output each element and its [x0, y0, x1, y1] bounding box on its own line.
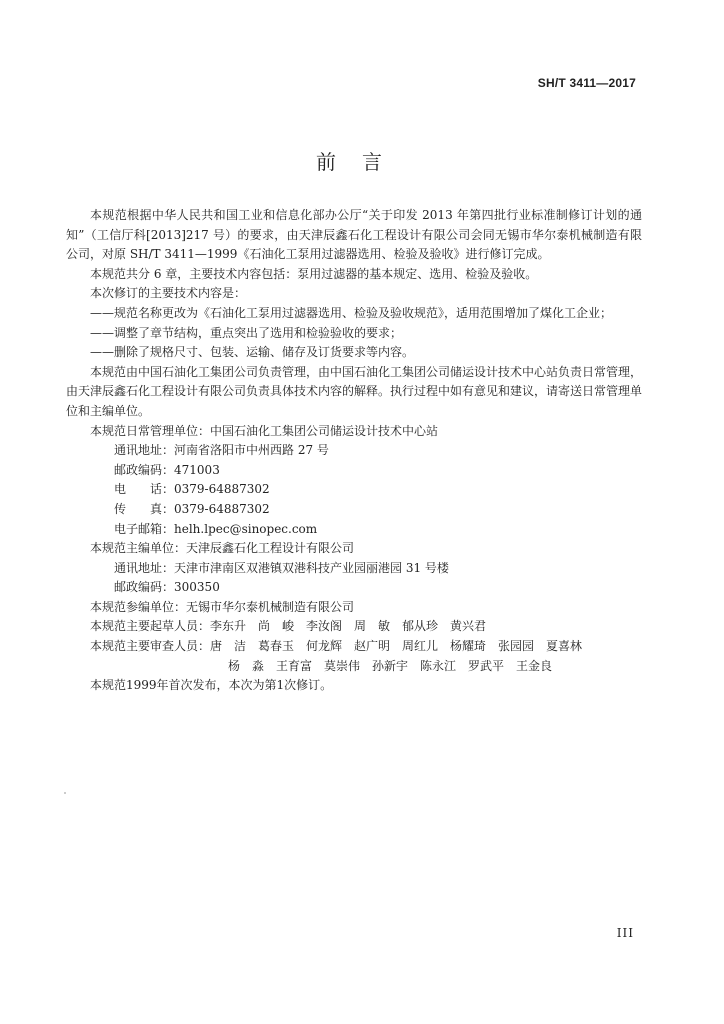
chief-editor-value: 天津辰鑫石化工程设计有限公司 — [186, 541, 355, 556]
management-address-value: 河南省洛阳市中州西路 27 号 — [174, 443, 329, 458]
reviewer-name: 王金良 — [516, 658, 553, 673]
management-postcode-line — [66, 461, 642, 481]
preface-body — [66, 206, 642, 696]
reviewer-name: 孙新宇 — [372, 658, 409, 673]
page-title: 前言 — [316, 150, 408, 174]
participant-value: 无锡市华尔泰机械制造有限公司 — [186, 599, 355, 614]
paragraph-chapters: 本规范共分 6 章，主要技术内容包括：泵用过滤器的基本规定、选用、检验及验收。 — [90, 266, 538, 281]
management-address-label: 通讯地址： — [114, 443, 175, 458]
drafter-name: 黄兴君 — [450, 619, 487, 634]
chief-editor-line — [66, 539, 642, 559]
reviewer-name: 杨耀琦 — [450, 639, 487, 654]
release-note: 本规范1999年首次发布，本次为第1次修订。 — [90, 678, 333, 693]
list-item-change-3: ——删除了规格尺寸、包装、运输、储存及订货要求等内容。 — [90, 345, 415, 360]
reviewer-name: 赵广明 — [354, 639, 391, 654]
management-address-line — [66, 441, 642, 461]
management-unit-value: 中国石油化工集团公司储运设计技术中心站 — [210, 423, 439, 438]
paragraph-revision-basis: 本规范根据中华人民共和国工业和信息化部办公厅“关于印发 2013 年第四批行业标准制修订计划的通知”（工信厅科[2013]217 号）的要求，由天津辰鑫石化工程设计有限公司会同无锡市华尔泰机械制造有限公司，对原 SH/T 3411—1999《石油化工泵用过滤器选用、检验及验收》进行修订完成。 — [66, 208, 642, 262]
page-number: III — [616, 926, 634, 940]
chief-editor-postcode-line — [66, 578, 642, 598]
management-phone-label: 电 话： — [114, 482, 175, 497]
management-unit-line — [66, 422, 642, 442]
reviewers-label: 本规范主要审查人员： — [90, 639, 211, 654]
reviewer-name: 周红儿 — [402, 639, 439, 654]
drafter-name: 李汝阁 — [306, 619, 343, 634]
scan-speck — [64, 792, 66, 794]
list-item-change-1: ——规范名称更改为《石油化工泵用过滤器选用、检验及验收规范》，适用范围增加了煤化工企业； — [90, 305, 613, 320]
management-phone-value: 0379-64887302 — [174, 482, 270, 497]
participant-line — [66, 598, 642, 618]
management-postcode-value: 471003 — [174, 462, 220, 477]
drafters-names — [210, 617, 498, 637]
reviewer-name: 张园园 — [498, 639, 535, 654]
chief-editor-label: 本规范主编单位： — [90, 541, 187, 556]
reviewer-name: 夏喜林 — [546, 639, 583, 654]
management-postcode-label: 邮政编码： — [114, 462, 175, 477]
management-email-label: 电子邮箱： — [114, 521, 175, 536]
reviewers-names-row1 — [210, 637, 586, 657]
chief-editor-address-line — [66, 559, 642, 579]
reviewer-name: 杨 淼 — [228, 658, 265, 673]
chief-editor-postcode-value: 300350 — [174, 580, 220, 595]
reviewer-name: 何龙辉 — [306, 639, 343, 654]
management-email-line — [66, 520, 642, 540]
drafter-name: 郁从珍 — [402, 619, 439, 634]
standard-code: SH/T 3411—2017 — [537, 76, 636, 90]
drafters-label: 本规范主要起草人员： — [90, 619, 211, 634]
drafters-line — [66, 617, 642, 637]
reviewers-line-1 — [66, 637, 642, 657]
management-fax-value: 0379-64887302 — [174, 501, 270, 516]
paragraph-management: 本规范由中国石油化工集团公司负责管理，由中国石油化工集团公司储运设计技术中心站负责日常管理，由天津辰鑫石化工程设计有限公司负责具体技术内容的解释。执行过程中如有意见和建议，请寄送日常管理单位和主编单位。 — [66, 364, 643, 418]
participant-label: 本规范参编单位： — [90, 599, 187, 614]
drafter-name: 尚 峻 — [258, 619, 295, 634]
management-fax-line — [66, 500, 642, 520]
management-phone-line — [66, 480, 642, 500]
chief-editor-address-label: 通讯地址： — [114, 560, 175, 575]
drafter-name: 李东升 — [210, 619, 247, 634]
reviewer-name: 王育富 — [276, 658, 313, 673]
chief-editor-postcode-label: 邮政编码： — [114, 580, 175, 595]
reviewers-names-row2 — [228, 657, 564, 677]
reviewer-name: 罗武平 — [468, 658, 505, 673]
reviewer-name: 葛春玉 — [258, 639, 295, 654]
reviewer-name: 莫崇伟 — [324, 658, 361, 673]
list-item-change-2: ——调整了章节结构，重点突出了选用和检验验收的要求； — [90, 325, 403, 340]
drafter-name: 周 敏 — [354, 619, 391, 634]
reviewer-name: 唐 洁 — [210, 639, 247, 654]
management-fax-label: 传 真： — [114, 501, 175, 516]
reviewers-line-2 — [66, 657, 642, 677]
paragraph-main-changes: 本次修订的主要技术内容是： — [90, 286, 247, 301]
management-unit-label: 本规范日常管理单位： — [90, 423, 211, 438]
management-email-value: helh.lpec@sinopec.com — [174, 521, 318, 536]
reviewer-name: 陈永江 — [420, 658, 457, 673]
chief-editor-address-value: 天津市津南区双港镇双港科技产业园丽港园 31 号楼 — [174, 560, 449, 575]
